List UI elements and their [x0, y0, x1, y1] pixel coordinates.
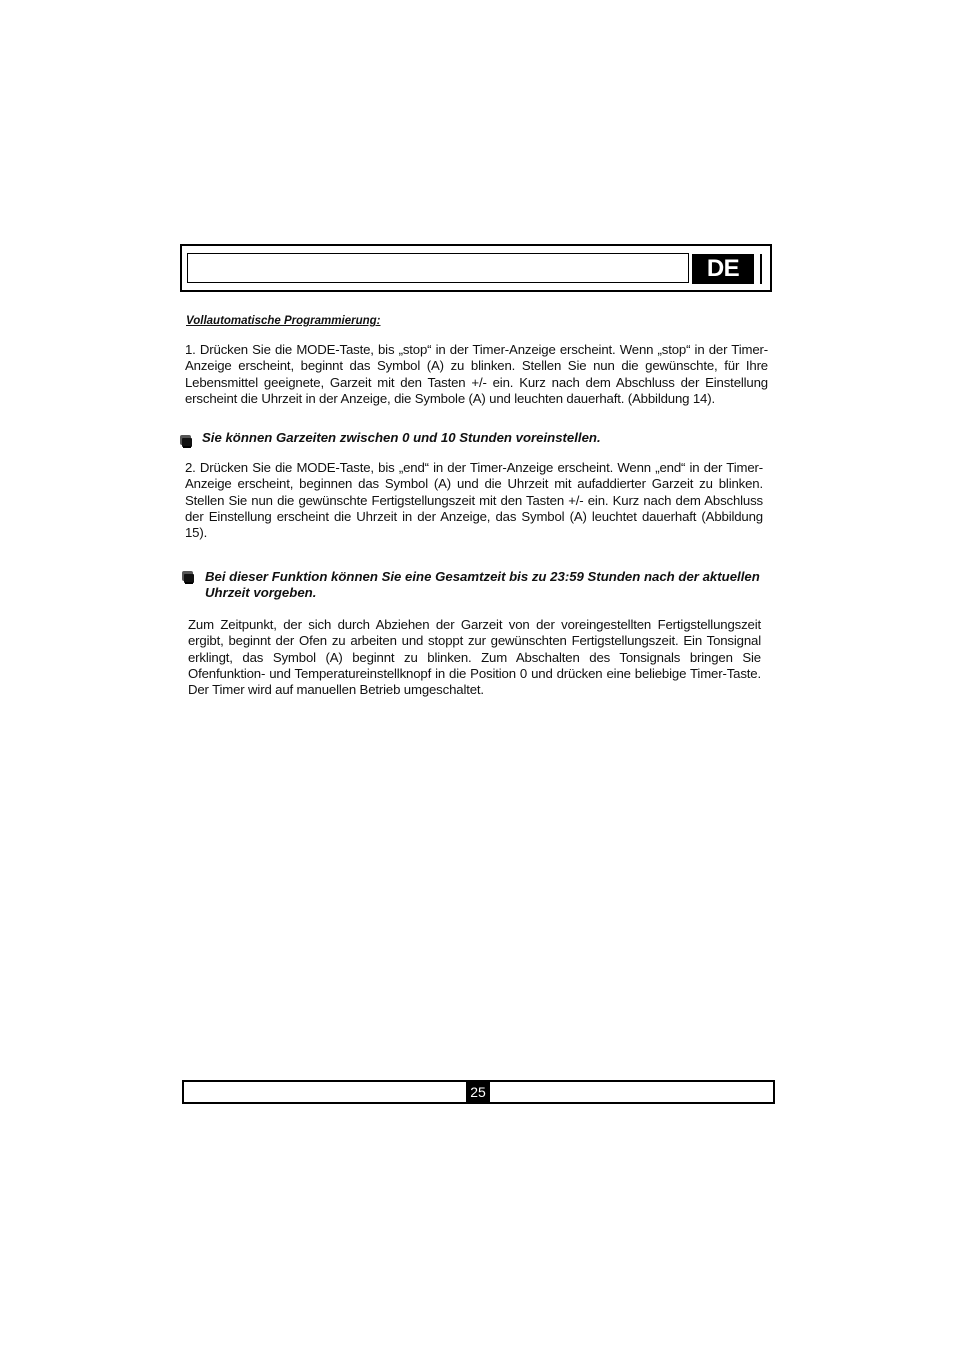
header-frame: [180, 244, 772, 292]
note-total-time: Bei dieser Funktion können Sie eine Gesamtzeit bis zu 23:59 Stunden nach der aktuellen Uhrzeit vorgeben.: [205, 569, 760, 601]
note-icon: [179, 434, 193, 448]
note-icon: [181, 570, 195, 584]
paragraph-step-1: 1. Drücken Sie die MODE-Taste, bis „stop“ in der Timer-Anzeige erscheint. Wenn „stop“ in der Timer-Anzeige erscheint, beginnt das Symbol (A) zu blinken. Stellen Sie nun die gewünschte, für Ihre Lebensmittel geeignete, Garzeit mit den Tasten +/- ein. Kurz nach dem Abschluss der Einstellung erscheint die Uhrzeit in der Anzeige, die Symbole (A) und leuchten dauerhaft. (Abbildung 14).: [185, 342, 768, 406]
language-tab: DE: [692, 254, 754, 284]
note-preset-range: Sie können Garzeiten zwischen 0 und 10 Stunden voreinstellen.: [202, 430, 601, 445]
page-number: 25: [466, 1081, 490, 1102]
header-title-field: [187, 253, 689, 283]
paragraph-operation: Zum Zeitpunkt, der sich durch Abziehen der Garzeit von der voreingestellten Fertigstellungszeit ergibt, beginnt der Ofen zu arbeiten und stoppt zur gewünschten Fertigstellungszeit. Ein Tonsignal erklingt, das Symbol (A) beginnt zu blinken. Zum Abschalten des Tonsignals bringen Sie Ofenfunktion- und Temperatureinstellknopf in die Position 0 und drücken eine beliebige Timer-Taste. Der Timer wird auf manuellen Betrieb umgeschaltet.: [188, 617, 761, 698]
section-title: Vollautomatische Programmierung:: [186, 315, 381, 327]
header-rule: [760, 254, 762, 284]
paragraph-step-2: 2. Drücken Sie die MODE-Taste, bis „end“ in der Timer-Anzeige erscheint. Wenn „end“ in der Timer-Anzeige erscheint, beginnen das Symbol (A) und die Uhrzeit mit aufaddierter Garzeit zu blinken. Stellen Sie nun die gewünschte Fertigstellungszeit mit den Tasten +/- ein. Kurz nach dem Abschluss der Einstellung erscheint die Uhrzeit in der Anzeige, das Symbol (A) leuchtet dauerhaft (Abbildung 15).: [185, 460, 763, 541]
